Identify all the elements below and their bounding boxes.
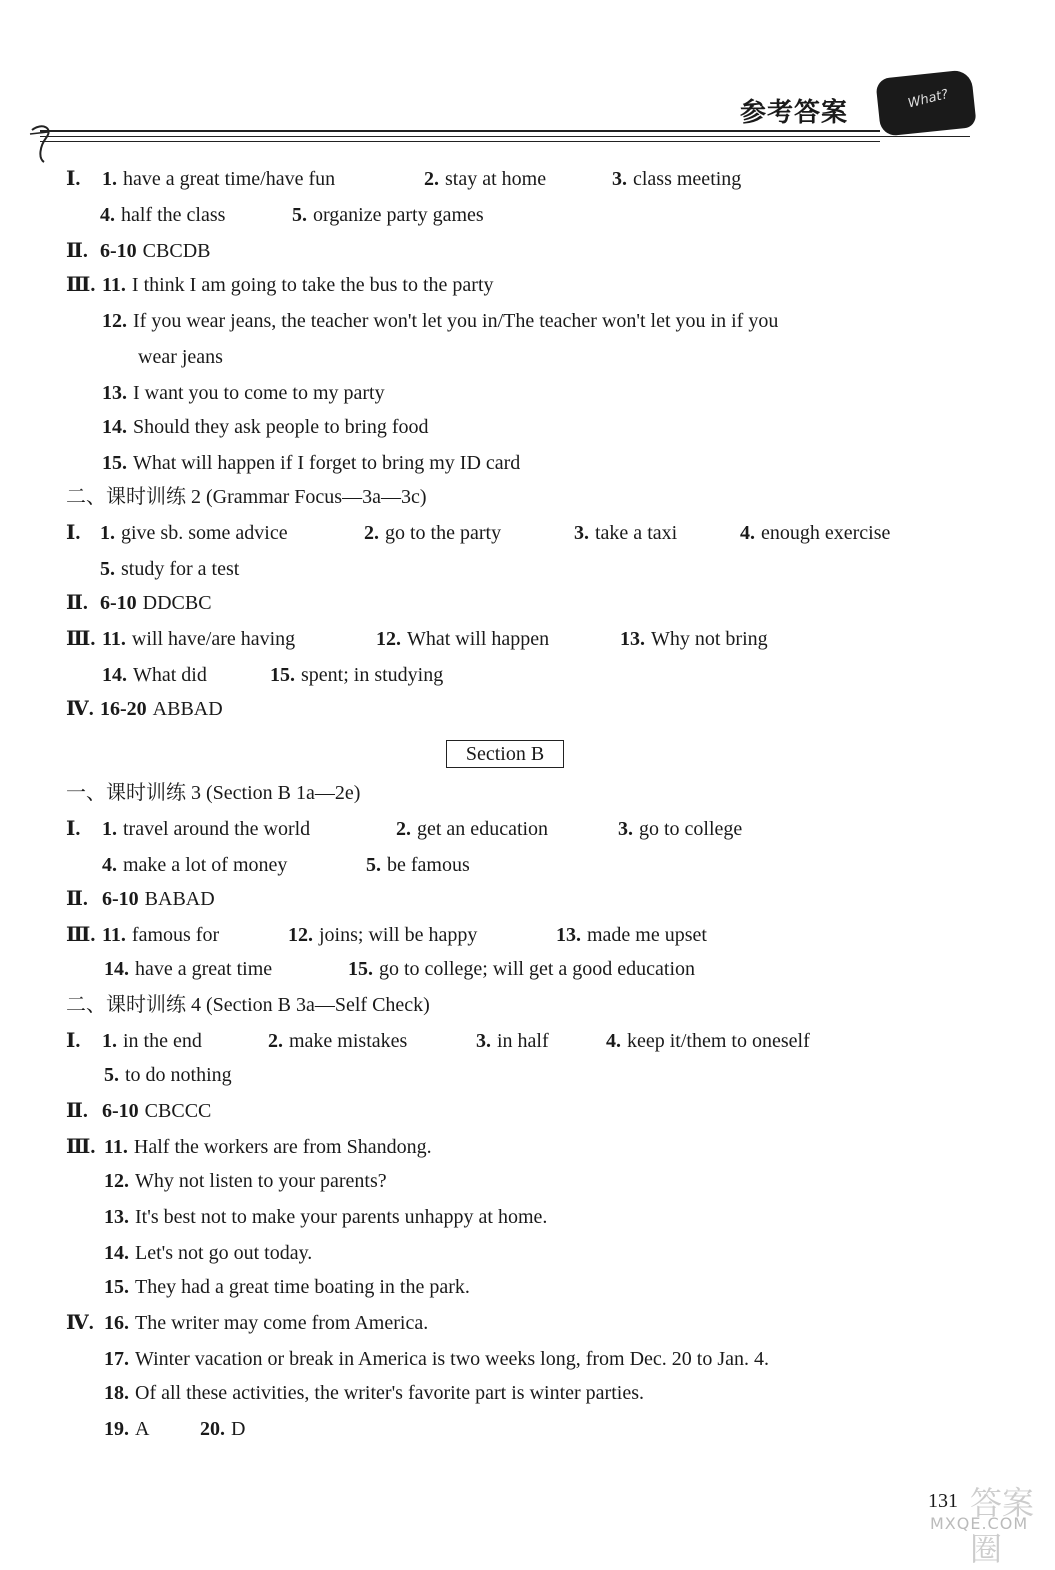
answer-item bbox=[102, 626, 295, 652]
item-text: to do nothing bbox=[125, 1064, 232, 1086]
item-number: 1. bbox=[102, 1030, 117, 1052]
item-number: Ⅱ. bbox=[66, 240, 88, 262]
item-text: class meeting bbox=[633, 168, 742, 190]
item-number: Ⅰ. bbox=[66, 818, 81, 840]
item-text: will have/are having bbox=[131, 628, 296, 650]
item-text: study for a test bbox=[121, 558, 240, 580]
item-text: CBCCC bbox=[144, 1100, 212, 1122]
item-number: 3. bbox=[574, 522, 589, 544]
item-number: 5. bbox=[292, 204, 307, 226]
item-number: 19. bbox=[104, 1418, 129, 1440]
answer-item bbox=[66, 1310, 94, 1336]
item-number: 12. bbox=[104, 1170, 129, 1192]
page-title: 参考答案 bbox=[740, 98, 849, 128]
answer-item bbox=[66, 520, 80, 546]
item-number: 17. bbox=[104, 1348, 129, 1370]
answer-item bbox=[200, 1416, 245, 1442]
item-text: Of all these activities, the writer's favorite part is winter parties. bbox=[135, 1382, 644, 1404]
item-text: ABBAD bbox=[152, 698, 223, 720]
item-number: Ⅰ. bbox=[66, 168, 81, 190]
watermark-logo: 答案圈 bbox=[970, 1484, 1035, 1568]
item-text: A bbox=[135, 1418, 150, 1440]
item-number: 6-10 bbox=[100, 592, 137, 614]
item-number: 13. bbox=[102, 382, 127, 404]
answer-item bbox=[348, 956, 695, 982]
answer-item bbox=[268, 1028, 407, 1054]
answer-item bbox=[66, 780, 360, 806]
item-number: Ⅲ. bbox=[66, 274, 96, 296]
answer-item bbox=[104, 1310, 428, 1336]
item-number: Ⅱ. bbox=[66, 888, 88, 910]
item-number: 12. bbox=[376, 628, 401, 650]
item-text: DDCBC bbox=[142, 592, 212, 614]
answer-item bbox=[376, 626, 549, 652]
answer-item bbox=[270, 662, 443, 688]
item-number: Ⅲ. bbox=[66, 924, 96, 946]
answer-item bbox=[66, 590, 88, 616]
item-text: What will happen if I forget to bring my ID card bbox=[133, 452, 521, 474]
answer-item bbox=[138, 344, 223, 370]
header-rule bbox=[40, 141, 880, 142]
answer-item bbox=[66, 626, 95, 652]
item-text: CBCDB bbox=[142, 240, 211, 262]
item-text: enough exercise bbox=[761, 522, 891, 544]
answer-item bbox=[102, 852, 287, 878]
answer-item bbox=[288, 922, 477, 948]
item-text: Winter vacation or break in America is two weeks long, from Dec. 20 to Jan. 4. bbox=[135, 1348, 770, 1370]
answer-item bbox=[104, 1134, 432, 1160]
watermark-url: MXQE.COM bbox=[930, 1514, 1029, 1533]
answer-item bbox=[66, 166, 80, 192]
item-number: 6-10 bbox=[102, 888, 139, 910]
answer-item bbox=[292, 202, 484, 228]
item-text: be famous bbox=[387, 854, 470, 876]
answer-item bbox=[102, 272, 494, 298]
item-number: 2. bbox=[424, 168, 439, 190]
item-number: 1. bbox=[102, 168, 117, 190]
item-text: stay at home bbox=[445, 168, 547, 190]
item-text: The writer may come from America. bbox=[135, 1312, 429, 1334]
answer-item bbox=[102, 886, 215, 912]
item-number: Ⅲ. bbox=[66, 1136, 96, 1158]
answer-item bbox=[104, 1062, 232, 1088]
item-number: 11. bbox=[102, 924, 126, 946]
item-number: Ⅱ. bbox=[66, 1100, 88, 1122]
item-number: 5. bbox=[100, 558, 115, 580]
item-text: Let's not go out today. bbox=[135, 1242, 313, 1264]
answer-item bbox=[66, 886, 88, 912]
item-text: What will happen bbox=[407, 628, 550, 650]
item-text: What did bbox=[133, 664, 207, 686]
badge-label: What? bbox=[906, 87, 950, 112]
item-number: 6-10 bbox=[102, 1100, 139, 1122]
answer-item bbox=[102, 308, 778, 334]
item-number: 13. bbox=[104, 1206, 129, 1228]
item-text: I think I am going to take the bus to the party bbox=[131, 274, 494, 296]
item-text: made me upset bbox=[587, 924, 707, 946]
what-badge-icon bbox=[875, 69, 977, 137]
answer-item bbox=[364, 520, 501, 546]
item-number: 6-10 bbox=[100, 240, 137, 262]
item-text: make mistakes bbox=[289, 1030, 408, 1052]
item-number: 5. bbox=[104, 1064, 119, 1086]
item-number: 11. bbox=[102, 274, 126, 296]
item-number: 14. bbox=[104, 1242, 129, 1264]
swirl-ornament-icon bbox=[28, 118, 68, 166]
item-text: keep it/them to oneself bbox=[627, 1030, 810, 1052]
item-text: 二、课时训练 2 (Grammar Focus—3a—3c) bbox=[66, 486, 427, 508]
item-number: Ⅳ. bbox=[66, 698, 94, 720]
item-number: 13. bbox=[620, 628, 645, 650]
item-text: It's best not to make your parents unhappy at home. bbox=[135, 1206, 548, 1228]
answer-item bbox=[100, 696, 223, 722]
item-number: 2. bbox=[396, 818, 411, 840]
item-text: Why not bring bbox=[651, 628, 768, 650]
answer-item bbox=[104, 1240, 312, 1266]
answer-item bbox=[104, 1204, 547, 1230]
section-heading: Section B bbox=[446, 740, 564, 768]
answer-item bbox=[396, 816, 548, 842]
item-number: 15. bbox=[104, 1276, 129, 1298]
item-number: 15. bbox=[348, 958, 373, 980]
item-number: 4. bbox=[102, 854, 117, 876]
item-text: organize party games bbox=[313, 204, 484, 226]
answer-item bbox=[606, 1028, 810, 1054]
answer-item bbox=[66, 1134, 95, 1160]
item-text: 一、课时训练 3 (Section B 1a—2e) bbox=[66, 782, 361, 804]
item-text: give sb. some advice bbox=[121, 522, 288, 544]
item-text: BABAD bbox=[144, 888, 215, 910]
answer-item bbox=[100, 238, 210, 264]
item-text: make a lot of money bbox=[123, 854, 288, 876]
item-text: D bbox=[231, 1418, 246, 1440]
answer-item bbox=[100, 520, 288, 546]
item-number: 14. bbox=[102, 416, 127, 438]
answer-item bbox=[104, 1416, 149, 1442]
item-number: 3. bbox=[618, 818, 633, 840]
answer-item bbox=[104, 1346, 769, 1372]
answer-item bbox=[102, 1028, 202, 1054]
item-number: Ⅳ. bbox=[66, 1312, 94, 1334]
item-text: have a great time bbox=[135, 958, 273, 980]
answer-item bbox=[100, 202, 225, 228]
item-text: Half the workers are from Shandong. bbox=[133, 1136, 432, 1158]
answer-item bbox=[66, 238, 88, 264]
item-number: Ⅰ. bbox=[66, 522, 81, 544]
answer-item bbox=[102, 414, 429, 440]
item-number: 20. bbox=[200, 1418, 225, 1440]
item-text: I want you to come to my party bbox=[133, 382, 385, 404]
answer-item bbox=[620, 626, 768, 652]
item-number: 15. bbox=[102, 452, 127, 474]
item-number: 11. bbox=[102, 628, 126, 650]
item-text: half the class bbox=[121, 204, 226, 226]
answer-item bbox=[100, 556, 239, 582]
item-number: 4. bbox=[740, 522, 755, 544]
answer-item bbox=[104, 956, 272, 982]
page-header bbox=[0, 0, 1055, 170]
item-text: in half bbox=[497, 1030, 549, 1052]
item-text: go to college bbox=[639, 818, 743, 840]
answer-item bbox=[740, 520, 890, 546]
item-number: 14. bbox=[102, 664, 127, 686]
answer-item bbox=[612, 166, 741, 192]
item-number: 18. bbox=[104, 1382, 129, 1404]
answer-item bbox=[66, 272, 95, 298]
item-number: 16-20 bbox=[100, 698, 147, 720]
item-number: Ⅰ. bbox=[66, 1030, 81, 1052]
item-text: Why not listen to your parents? bbox=[135, 1170, 387, 1192]
answer-item bbox=[618, 816, 742, 842]
item-number: 3. bbox=[476, 1030, 491, 1052]
item-number: 11. bbox=[104, 1136, 128, 1158]
item-number: 4. bbox=[100, 204, 115, 226]
answer-item bbox=[66, 696, 94, 722]
item-text: If you wear jeans, the teacher won't let you in/The teacher won't let you in if you bbox=[133, 310, 779, 332]
answer-item bbox=[102, 380, 385, 406]
answer-item bbox=[102, 166, 335, 192]
item-number: 4. bbox=[606, 1030, 621, 1052]
item-number: 5. bbox=[366, 854, 381, 876]
item-number: 1. bbox=[100, 522, 115, 544]
item-text: in the end bbox=[123, 1030, 202, 1052]
answer-item bbox=[366, 852, 470, 878]
item-number: 2. bbox=[268, 1030, 283, 1052]
item-text: go to the party bbox=[385, 522, 502, 544]
answer-item bbox=[102, 450, 520, 476]
item-number: 12. bbox=[288, 924, 313, 946]
item-text: spent; in studying bbox=[301, 664, 444, 686]
item-number: 3. bbox=[612, 168, 627, 190]
item-text: take a taxi bbox=[595, 522, 678, 544]
answer-item bbox=[66, 1028, 80, 1054]
item-text: have a great time/have fun bbox=[123, 168, 336, 190]
header-rule bbox=[40, 130, 880, 132]
item-number: 15. bbox=[270, 664, 295, 686]
item-text: travel around the world bbox=[123, 818, 311, 840]
item-number: 16. bbox=[104, 1312, 129, 1334]
item-number: Ⅱ. bbox=[66, 592, 88, 614]
answer-item bbox=[574, 520, 677, 546]
answer-item bbox=[66, 992, 430, 1018]
answer-item bbox=[102, 1098, 211, 1124]
answer-item bbox=[104, 1380, 644, 1406]
item-text: joins; will be happy bbox=[319, 924, 478, 946]
answer-item bbox=[66, 922, 95, 948]
answer-item bbox=[66, 1098, 88, 1124]
page-number: 131 bbox=[928, 1490, 958, 1512]
item-number: 2. bbox=[364, 522, 379, 544]
item-text: famous for bbox=[131, 924, 220, 946]
item-number: Ⅲ. bbox=[66, 628, 96, 650]
item-text: get an education bbox=[417, 818, 549, 840]
item-text: wear jeans bbox=[138, 346, 223, 368]
answer-item bbox=[102, 922, 219, 948]
answer-item bbox=[104, 1168, 387, 1194]
item-number: 13. bbox=[556, 924, 581, 946]
item-text: 二、课时训练 4 (Section B 3a—Self Check) bbox=[66, 994, 430, 1016]
answer-item bbox=[66, 484, 427, 510]
item-number: 1. bbox=[102, 818, 117, 840]
answer-item bbox=[556, 922, 707, 948]
header-rule bbox=[40, 136, 970, 137]
answer-item bbox=[100, 590, 212, 616]
item-text: They had a great time boating in the park. bbox=[135, 1276, 470, 1298]
answer-item bbox=[424, 166, 546, 192]
answer-item bbox=[66, 816, 80, 842]
answer-item bbox=[102, 662, 207, 688]
answer-item bbox=[104, 1274, 470, 1300]
answer-item bbox=[102, 816, 310, 842]
item-text: go to college; will get a good education bbox=[379, 958, 696, 980]
answer-item bbox=[476, 1028, 549, 1054]
item-text: Should they ask people to bring food bbox=[133, 416, 429, 438]
item-number: 14. bbox=[104, 958, 129, 980]
item-number: 12. bbox=[102, 310, 127, 332]
